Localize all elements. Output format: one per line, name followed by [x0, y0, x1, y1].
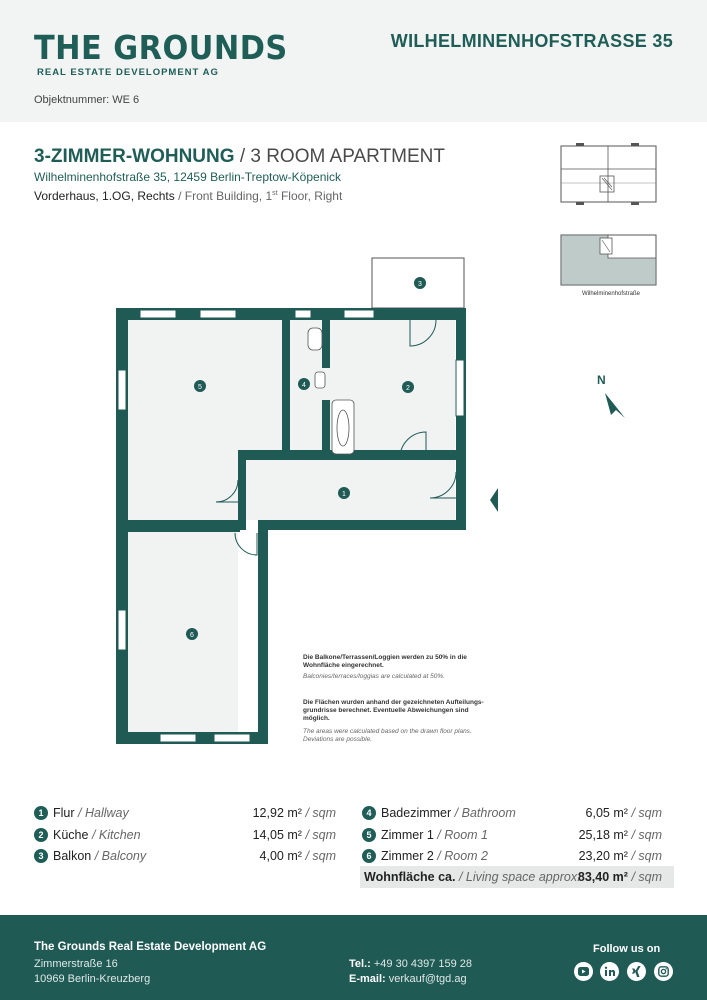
area-name-de-5: Zimmer 1 — [381, 828, 434, 842]
footer-street: Zimmerstraße 16 — [34, 958, 118, 970]
apartment-title-en: / 3 ROOM APARTMENT — [239, 146, 445, 167]
follow-us-label: Follow us on — [593, 943, 661, 955]
area-value-1: 12,92 — [252, 806, 284, 820]
area-unit-3: m² — [287, 849, 302, 863]
area-row-2 — [34, 825, 336, 845]
note-balcony-de: Die Balkone/Terrassen/Loggien werden zu 50% in die Wohnfläche eingerechnet. — [303, 654, 467, 669]
area-num-3: 3 — [34, 849, 48, 863]
area-num-2: 2 — [34, 828, 48, 842]
room-marker-4: 4 — [302, 382, 306, 389]
note-areas-de: Die Flächen wurden anhand der gezeichneten Aufteilungs- grundrisse berechnet. Eventuelle Abweichungen sind möglich. — [303, 699, 484, 722]
footer-email — [349, 973, 467, 985]
area-value-6: 23,20 — [578, 849, 610, 863]
apartment-location-en-pre: / Front Building, 1 — [178, 189, 273, 203]
note-areas-en: The areas were calculated based on the drawn floor plans. Deviations are possible. — [303, 728, 472, 743]
building-overview-map — [556, 143, 660, 209]
property-street-title: WILHELMINENHOFSTRASSE 35 — [390, 31, 673, 51]
area-num-6: 6 — [362, 849, 376, 863]
area-unit-en-1: / sqm — [305, 806, 336, 820]
apartment-address: Wilhelminenhofstraße 35, 12459 Berlin-Treptow-Köpenick — [34, 170, 342, 184]
area-row-1 — [34, 803, 336, 823]
area-name-en-2: / Kitchen — [91, 828, 141, 842]
area-unit-6: m² — [613, 849, 628, 863]
area-value-2: 14,05 — [252, 828, 284, 842]
footer-tel-label: Tel.: — [349, 958, 371, 970]
room-marker-1: 1 — [342, 491, 346, 498]
area-name-en-5: / Room 1 — [437, 828, 488, 842]
total-name-de: Wohnfläche ca. — [364, 870, 456, 884]
apartment-title-de: 3-ZIMMER-WOHNUNG — [34, 146, 235, 167]
footer-email-label: E-mail: — [349, 973, 386, 985]
area-name-en-1: / Hallway — [78, 806, 129, 820]
footer-tel — [349, 958, 472, 970]
area-name-de-6: Zimmer 2 — [381, 849, 434, 863]
room-marker-2: 2 — [406, 385, 410, 392]
instagram-icon[interactable] — [654, 962, 673, 981]
area-name-en-3: / Balcony — [94, 849, 147, 863]
area-row-3 — [34, 846, 336, 866]
area-unit-en-3: / sqm — [305, 849, 336, 863]
total-unit-en: / sqm — [631, 870, 662, 884]
area-row-5 — [362, 825, 662, 845]
area-row-4 — [362, 803, 662, 823]
total-value: 83,40 — [577, 870, 610, 884]
area-name-de-4: Badezimmer — [381, 806, 452, 820]
apartment-location-en-post: Floor, Right — [277, 189, 343, 203]
area-name-de-3: Balkon — [53, 849, 92, 863]
footer-company: The Grounds Real Estate Development AG — [34, 941, 267, 953]
footer-email-address[interactable]: verkauf@tgd.ag — [388, 973, 467, 985]
area-name-de-2: Küche — [53, 828, 89, 842]
compass-arrow-icon — [603, 390, 627, 422]
area-num-1: 1 — [34, 806, 48, 820]
footer-city: 10969 Berlin-Kreuzberg — [34, 973, 151, 985]
area-unit-1: m² — [287, 806, 302, 820]
youtube-icon[interactable] — [574, 962, 593, 981]
apartment-title — [34, 146, 445, 168]
area-row-6 — [362, 846, 662, 866]
apartment-location-de: Vorderhaus, 1.OG, Rechts — [34, 189, 175, 203]
note-balcony-en: Balconies/terraces/loggias are calculated at 50%. — [303, 673, 445, 680]
area-name-de-1: Flur — [53, 806, 75, 820]
compass-label: N — [597, 373, 606, 387]
area-unit-2: m² — [287, 828, 302, 842]
area-name-en-6: / Room 2 — [437, 849, 488, 863]
brand-tagline: REAL ESTATE DEVELOPMENT AG — [37, 67, 219, 78]
area-unit-en-6: / sqm — [631, 849, 662, 863]
area-row-total — [364, 867, 662, 887]
room-marker-6: 6 — [190, 632, 194, 639]
minimap-street-label: Wilhelminenhofstraße — [582, 291, 641, 297]
area-unit-en-2: / sqm — [305, 828, 336, 842]
linkedin-icon[interactable] — [600, 962, 619, 981]
area-num-4: 4 — [362, 806, 376, 820]
room-marker-3: 3 — [418, 281, 422, 288]
apartment-location — [34, 189, 342, 203]
area-value-5: 25,18 — [578, 828, 610, 842]
xing-icon[interactable] — [627, 962, 646, 981]
room-marker-5: 5 — [198, 384, 202, 391]
floor-position-map — [556, 232, 660, 300]
area-unit-5: m² — [613, 828, 628, 842]
area-unit-en-4: / sqm — [631, 806, 662, 820]
total-unit: m² — [612, 870, 628, 884]
area-unit-en-5: / sqm — [631, 828, 662, 842]
footer-tel-number[interactable]: +49 30 4397 159 28 — [373, 958, 473, 970]
area-name-en-4: / Bathroom — [454, 806, 516, 820]
object-number: Objektnummer: WE 6 — [34, 94, 140, 106]
area-num-5: 5 — [362, 828, 376, 842]
total-name-en: / Living space approx. — [458, 870, 581, 884]
apartment-location-en-sup: st — [272, 190, 278, 197]
area-value-3: 4,00 — [259, 849, 284, 863]
brand-logo: THE GROUNDS — [34, 28, 288, 67]
area-value-4: 6,05 — [585, 806, 610, 820]
area-unit-4: m² — [613, 806, 628, 820]
